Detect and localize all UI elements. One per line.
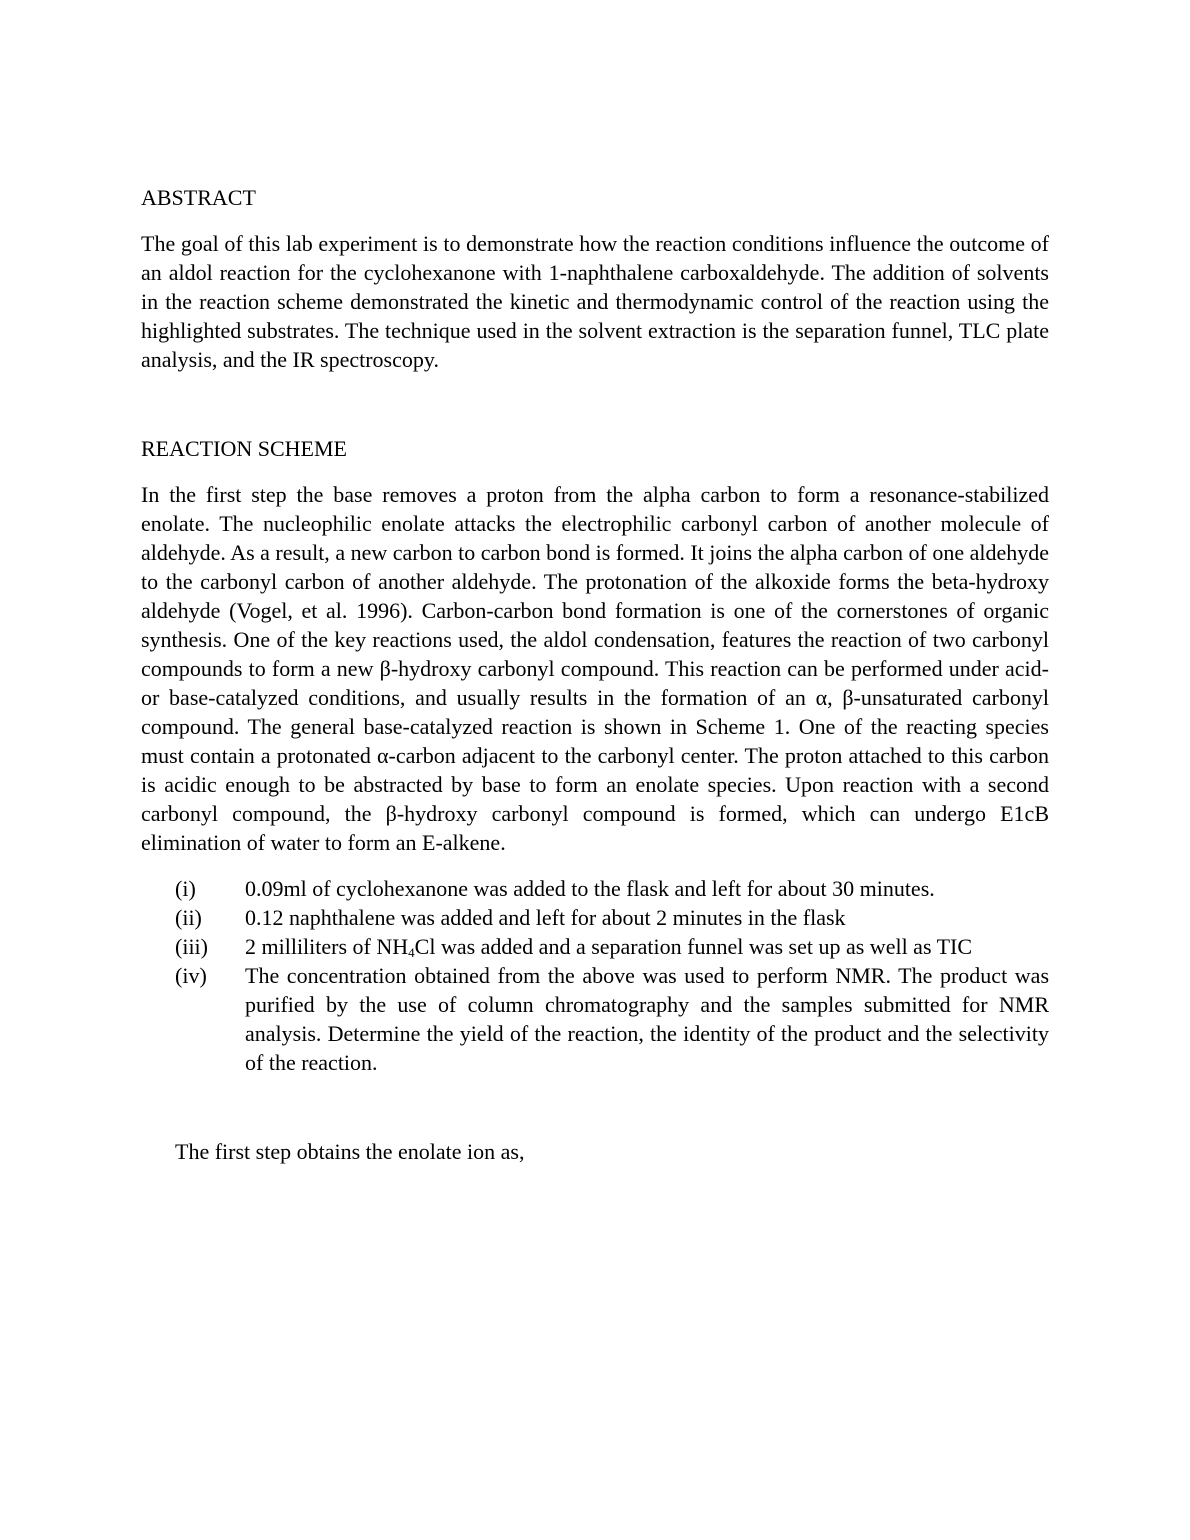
list-item-number: (i) bbox=[175, 876, 196, 901]
list-item-text: The concentration obtained from the above was used to perform NMR. The product was purified by the use of column chromatography and the samples submitted for NMR analysis. Determine the yield of the reaction, the identity of the product and the selectivity of the reaction. bbox=[245, 963, 1049, 1075]
abstract-paragraph: The goal of this lab experiment is to demonstrate how the reaction conditions influence the outcome of an aldol reaction for the cyclohexanone with 1-naphthalene carboxaldehyde. The addition of solvents in the reaction scheme demonstrated the kinetic and thermodynamic control of the reaction using the highlighted substrates. The technique used in the solvent extraction is the separation funnel, TLC plate analysis, and the IR spectroscopy. bbox=[141, 231, 1049, 372]
list-item-text-after: Cl was added and a separation funnel was set up as well as TIC bbox=[414, 934, 973, 959]
list-item-text: 0.09ml of cyclohexanone was added to the flask and left for about 30 minutes. bbox=[245, 876, 935, 901]
list-item bbox=[141, 961, 1049, 1077]
reaction-scheme-heading: REACTION SCHEME bbox=[141, 436, 347, 461]
procedure-list bbox=[141, 874, 1049, 1077]
list-item-number: (iv) bbox=[175, 963, 207, 988]
document-body bbox=[141, 183, 1049, 1166]
list-item-number: (iii) bbox=[175, 934, 208, 959]
closing-sentence: The first step obtains the enolate ion as, bbox=[175, 1139, 525, 1164]
abstract-heading: ABSTRACT bbox=[141, 185, 256, 210]
list-item bbox=[141, 874, 1049, 903]
list-item-text-before: 2 milliliters of NH bbox=[245, 934, 409, 959]
list-item-text bbox=[245, 934, 972, 959]
reaction-scheme-paragraph: In the first step the base removes a proton from the alpha carbon to form a resonance-stabilized enolate. The nucleophilic enolate attacks the electrophilic carbonyl carbon of another molecule of aldehyde. As a result, a new carbon to carbon bond is formed. It joins the alpha carbon of one aldehyde to the carbonyl carbon of another aldehyde. The protonation of the alkoxide forms the beta-hydroxy aldehyde (Vogel, et al. 1996). Carbon-carbon bond formation is one of the cornerstones of organic synthesis. One of the key reactions used, the aldol condensation, features the reaction of two carbonyl compounds to form a new β-hydroxy carbonyl compound. This reaction can be performed under acid- or base-catalyzed conditions, and usually results in the formation of an α, β-unsaturated carbonyl compound. The general base-catalyzed reaction is shown in Scheme 1. One of the reacting species must contain a protonated α-carbon adjacent to the carbonyl center. The proton attached to this carbon is acidic enough to be abstracted by base to form an enolate species. Upon reaction with a second carbonyl compound, the β-hydroxy carbonyl compound is formed, which can undergo E1cB elimination of water to form an E-alkene. bbox=[141, 482, 1049, 855]
subscript: 4 bbox=[408, 945, 415, 960]
list-item bbox=[141, 932, 1049, 961]
list-item bbox=[141, 903, 1049, 932]
list-item-text: 0.12 naphthalene was added and left for about 2 minutes in the flask bbox=[245, 905, 846, 930]
list-item-number: (ii) bbox=[175, 905, 202, 930]
